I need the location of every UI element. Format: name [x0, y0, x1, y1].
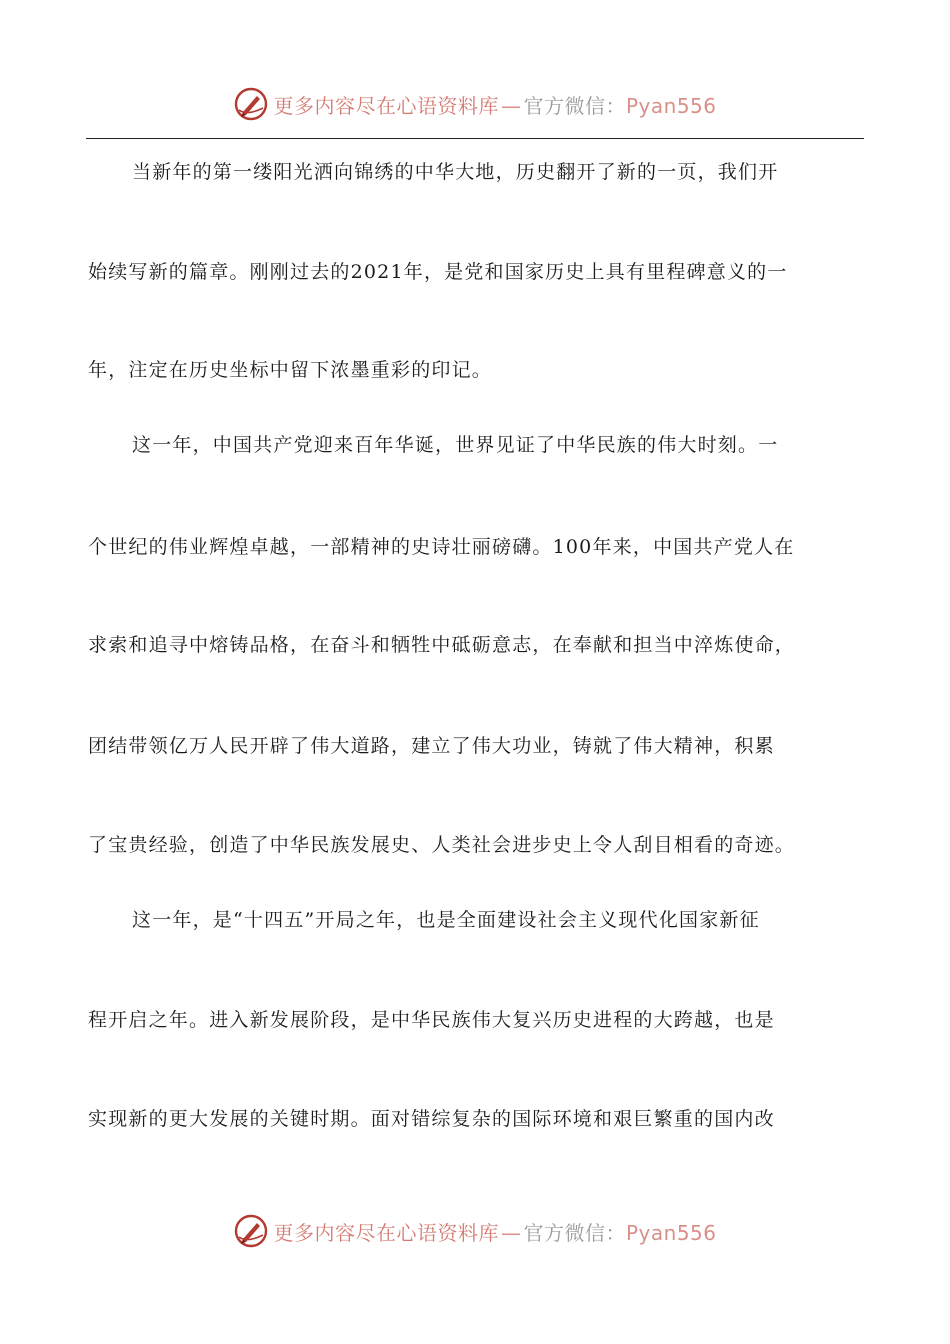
- body-line: 这一年，是“十四五”开局之年，也是全面建设社会主义现代化国家新征: [132, 909, 760, 931]
- footer-wechat-id: Pyan556: [625, 1220, 717, 1245]
- body-line: 程开启之年。进入新发展阶段，是中华民族伟大复兴历史进程的大跨越，也是: [88, 1009, 775, 1031]
- body-line: 求索和追寻中熔铸品格，在奋斗和牺牲中砥砺意志，在奉献和担当中淬炼使命，: [88, 634, 796, 656]
- body-line: 年，注定在历史坐标中留下浓墨重彩的印记。: [88, 359, 493, 381]
- header-main-text: 更多内容尽在心语资料库: [273, 93, 499, 118]
- body-line: 始续写新的篇章。刚刚过去的2021年，是党和国家历史上具有里程碑意义的一: [88, 261, 788, 283]
- header-wechat-label: 官方微信：: [523, 93, 626, 118]
- footer-text: [273, 1217, 716, 1246]
- footer-dash: —: [500, 1220, 522, 1245]
- body-line: 了宝贵经验，创造了中华民族发展史、人类社会进步史上令人刮目相看的奇迹。: [88, 834, 796, 856]
- header-text: [273, 90, 716, 119]
- body-line: 实现新的更大发展的关键时期。面对错综复杂的国际环境和艰巨繁重的国内改: [88, 1108, 775, 1130]
- body-line: 这一年，中国共产党迎来百年华诞，世界见证了中华民族的伟大时刻。一: [132, 434, 779, 456]
- body-line: 团结带领亿万人民开辟了伟大道路，建立了伟大功业，铸就了伟大精神，积累: [88, 735, 775, 757]
- pen-logo-icon: [233, 86, 269, 122]
- footer-banner: [0, 1211, 950, 1251]
- body-line: 当新年的第一缕阳光洒向锦绣的中华大地，历史翻开了新的一页，我们开: [132, 161, 779, 183]
- header-wechat-id: Pyan556: [625, 93, 717, 118]
- pen-logo-icon: [233, 1213, 269, 1249]
- footer-main-text: 更多内容尽在心语资料库: [273, 1220, 499, 1245]
- header-banner: [0, 84, 950, 124]
- header-dash: —: [500, 93, 522, 118]
- header-divider: [86, 138, 864, 139]
- body-line: 个世纪的伟业辉煌卓越，一部精神的史诗壮丽磅礴。100年来，中国共产党人在: [88, 536, 795, 558]
- footer-wechat-label: 官方微信：: [523, 1220, 626, 1245]
